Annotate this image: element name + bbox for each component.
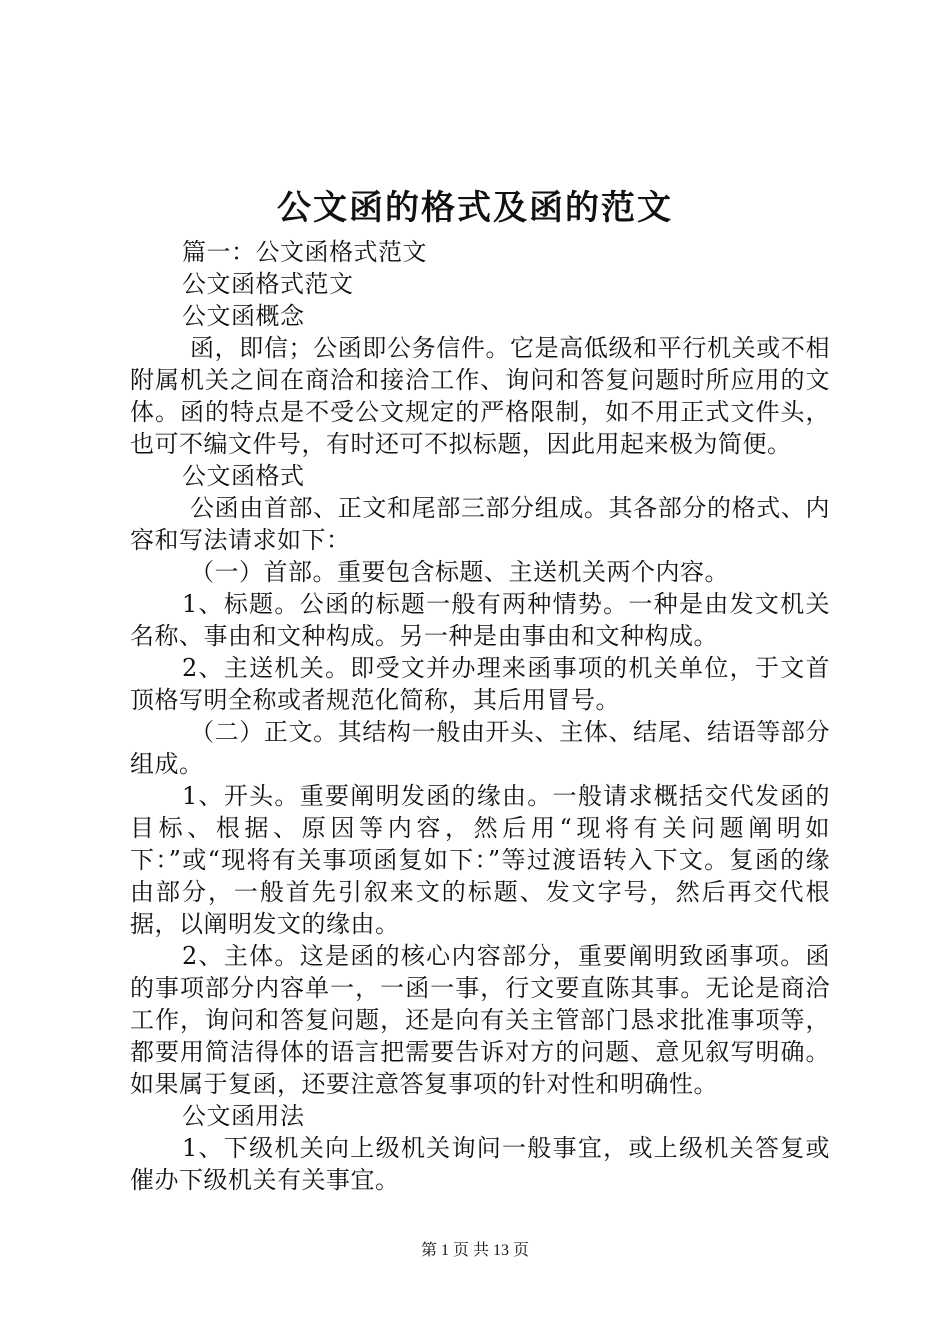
subheading: 公文函用法 [182, 1102, 305, 1130]
document-title: 公文函的格式及函的范文 [277, 188, 673, 228]
subheading: 公文函格式范文 [182, 270, 354, 298]
paragraph: 2、主送机关。即受文并办理来函事项的机关单位，于文首顶格写明全称或者规范化简称，其后用冒号。 [130, 654, 830, 714]
paragraph: 1、开头。重要阐明发函的缘由。一般请求概括交代发函的目标、根据、原因等内容，然后用“现将有关问题阐明如下：”或“现将有关事项函复如下：”等过渡语转入下文。复函的缘由部分，一般首先引叙来文的标题、发文字号，然后再交代根据，以阐明发文的缘由。 [130, 782, 830, 938]
paragraph: （一）首部。重要包含标题、主送机关两个内容。 [190, 558, 729, 586]
paragraph: （二）正文。其结构一般由开头、主体、结尾、结语等部分组成。 [130, 718, 830, 778]
paragraph: 2、主体。这是函的核心内容部分，重要阐明致函事项。函的事项部分内容单一，一函一事，行文要直陈其事。无论是商洽工作，询问和答复问题，还是向有关主管部门恳求批准事项等，都要用简洁得体的语言把需要告诉对方的问题、意见叙写明确。如果属于复函，还要注意答复事项的针对性和明确性。 [130, 942, 830, 1098]
subheading: 公文函概念 [182, 302, 305, 330]
paragraph: 公函由首部、正文和尾部三部分组成。其各部分的格式、内容和写法请求如下： [130, 494, 830, 554]
paragraph: 函，即信；公函即公务信件。它是高低级和平行机关或不相附属机关之间在商洽和接洽工作、询问和答复问题时所应用的文体。函的特点是不受公文规定的严格限制，如不用正式文件头，也可不编文件号，有时还可不拟标题，因此用起来极为简便。 [130, 334, 830, 458]
section-heading: 篇一：公文函格式范文 [182, 238, 427, 266]
page-footer: 第 1 页 共 13 页 [420, 1242, 529, 1259]
document-body [130, 236, 830, 1196]
subheading: 公文函格式 [182, 462, 305, 490]
paragraph: 1、标题。公函的标题一般有两种情势。一种是由发文机关名称、事由和文种构成。另一种是由事由和文种构成。 [130, 590, 830, 650]
paragraph: 1、下级机关向上级机关询问一般事宜，或上级机关答复或催办下级机关有关事宜。 [130, 1134, 830, 1194]
